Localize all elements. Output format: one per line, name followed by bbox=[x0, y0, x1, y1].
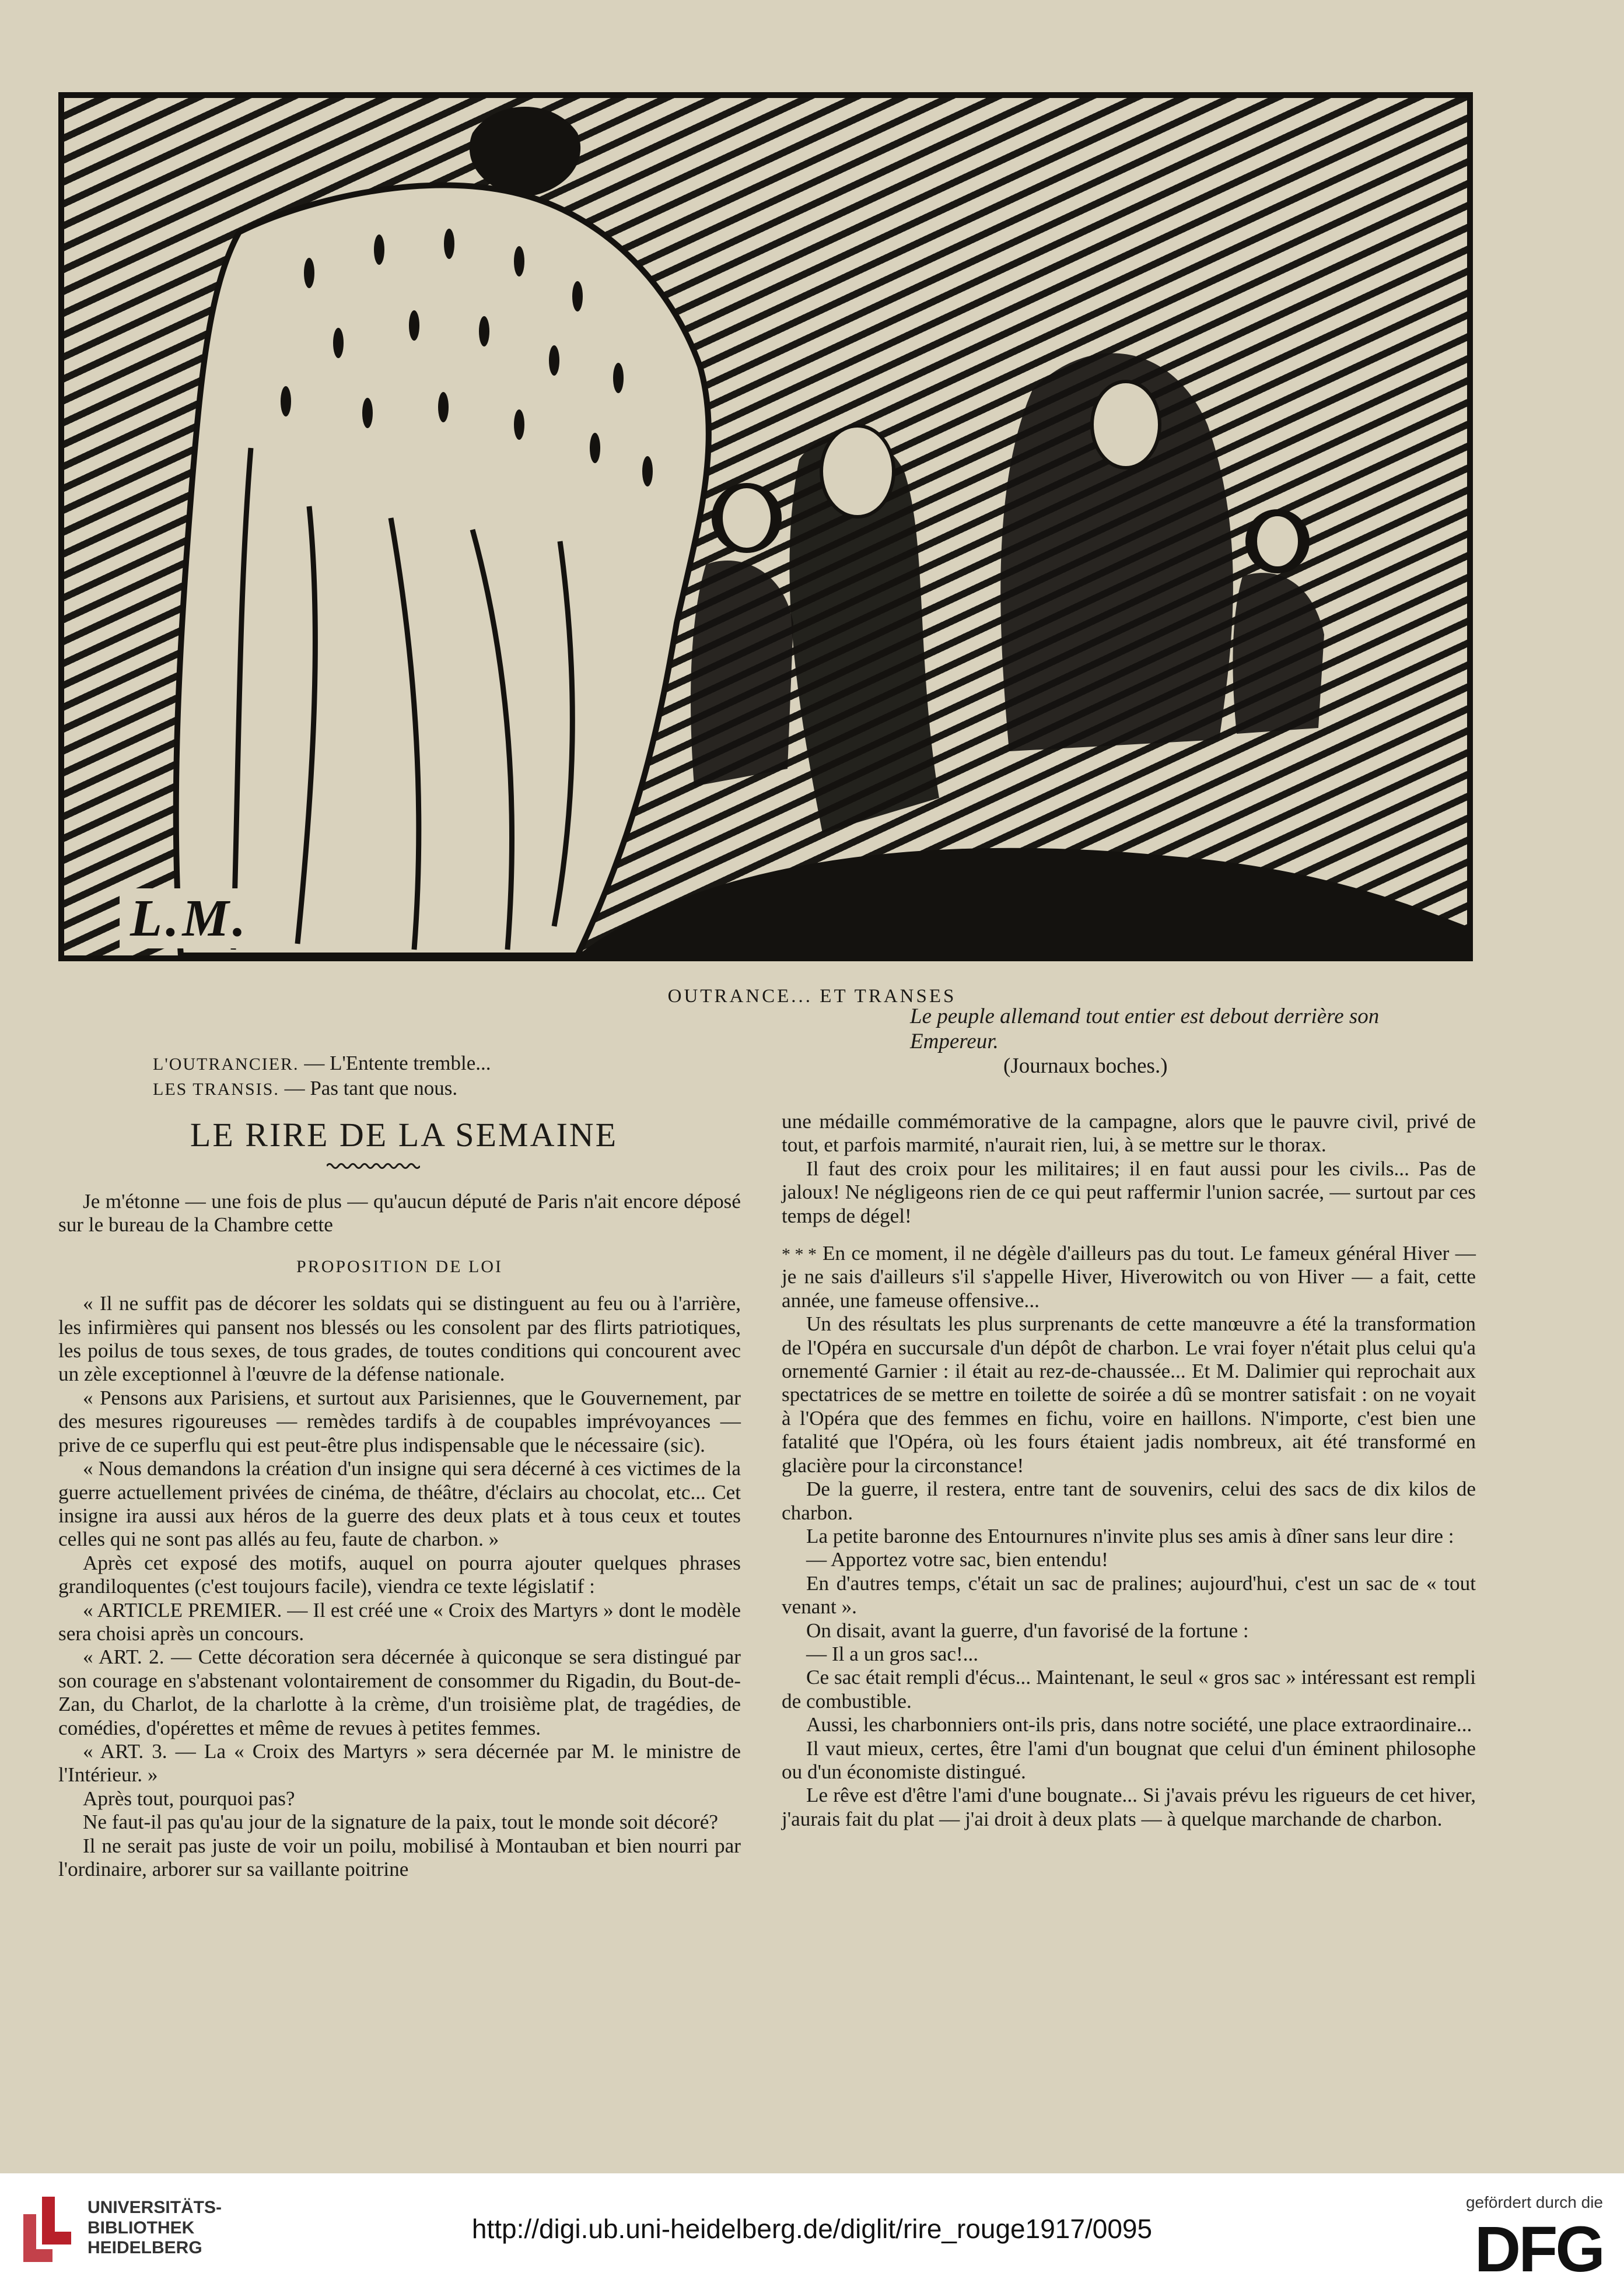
paragraph: Ce sac était rempli d'écus... Maintenant, le seul « gros sac » intéressant est rempli de combustible. bbox=[782, 1666, 1476, 1713]
paragraph: Il faut des croix pour les militaires; il en faut aussi pour les civils... Pas de jaloux! Ne négligeons rien de ce qui peut raffermir l'union sacrée, — surtout par ces temps de dégel! bbox=[782, 1157, 1476, 1227]
paragraph: Ne faut-il pas qu'au jour de la signature de la paix, tout le monde soit décoré? bbox=[83, 1811, 718, 1834]
paragraph: « Il ne suffit pas de décorer les soldats qui se distinguent au feu ou à l'arrière, les infirmières qui pansent nos blessés ou les consolent par des flirts patriotiques, les poilus de tous sexes, de tous grades, de toutes conditions qui concourent avec un zèle exceptionnel à l'œuvre de la défense nationale. bbox=[58, 1292, 741, 1386]
article-column-right bbox=[782, 1110, 1476, 1831]
dialog-speaker: L'OUTRANCIER. bbox=[153, 1055, 299, 1074]
paragraph: « ART. 3. — La « Croix des Martyrs » sera décernée par M. le ministre de l'Intérieur. » bbox=[58, 1739, 741, 1787]
article-column-left bbox=[58, 1190, 741, 1881]
section-stars: * * * bbox=[782, 1245, 817, 1265]
dialog-speaker: LES TRANSIS. bbox=[153, 1079, 279, 1099]
dialog-text: — Pas tant que nous. bbox=[279, 1076, 458, 1100]
paragraph-text: En ce moment, il ne dégèle d'ailleurs pas du tout. Le fameux général Hiver — je ne sais d'ailleurs s'il s'appelle Hiver, Hiverowitch ou von Hiver — a fait, cette année, une fameuse offensive... bbox=[782, 1242, 1476, 1312]
paragraph: une médaille commémorative de la campagne, alors que le pauvre civil, privé de tout, et parfois marmité, n'aurait rien, lui, à se mettre sur le thorax. bbox=[782, 1110, 1476, 1157]
cartoon-drawing bbox=[64, 98, 1467, 955]
paragraph: Il vaut mieux, certes, être l'ami d'un bougnat que celui d'un éminent philosophe ou d'un économiste distingué. bbox=[782, 1736, 1476, 1783]
paragraph: On disait, avant la guerre, d'un favorisé de la fortune : bbox=[806, 1619, 1249, 1642]
paragraph: « Pensons aux Parisiens, et surtout aux Parisiennes, que le Gouvernement, par des mesures rigoureuses — remèdes tardifs à de coupables imprévoyances — prive de ce superflu qui est peut-être plus indispensable que le nécessaire (sic). bbox=[58, 1386, 741, 1456]
paragraph: — Il a un gros sac!... bbox=[806, 1642, 979, 1665]
dialog-line bbox=[153, 1051, 491, 1076]
headline-ornament bbox=[327, 1162, 420, 1170]
paragraph: Je m'étonne — une fois de plus — qu'aucun député de Paris n'ait encore déposé sur le bureau de la Chambre cette bbox=[58, 1190, 741, 1237]
paragraph: « ART. 2. — Cette décoration sera décernée à quiconque se sera distingué par son courage en s'abstenant volontairement de consommer du Rigadin, du Bout-de-Zan, du Charlot, de la charlotte à la crème, d'un troisième plat, de tragédies, de comédies, d'opérettes et même de revues à petites femmes. bbox=[58, 1645, 741, 1739]
section-heading: PROPOSITION DE LOI bbox=[296, 1256, 503, 1276]
paragraph: « Nous demandons la création d'un insigne qui sera décerné à ces victimes de la guerre actuellement privées de cinéma, de théâtre, d'éclairs au chocolat, etc... Cet insigne ira aussi aux héros de la guerre des deux plats et à tous ceux et toutes celles qui ne sont pas allés au feu, faute de charbon. » bbox=[58, 1457, 741, 1551]
paragraph: Aussi, les charbonniers ont-ils pris, dans notre société, une place extraordinaire... bbox=[806, 1713, 1472, 1736]
cartoon-quote bbox=[910, 1004, 1435, 1079]
quote-source: (Journaux boches.) bbox=[1003, 1054, 1168, 1079]
paragraph: « ARTICLE PREMIER. — Il est créé une « Croix des Martyrs » dont le modèle sera choisi après un concours. bbox=[58, 1598, 741, 1645]
permalink-url[interactable]: http://digi.ub.uni-heidelberg.de/diglit/rire_rouge1917/0095 bbox=[471, 2214, 1153, 2244]
paragraph: Le rêve est d'être l'ami d'une bougnate... Si j'avais prévu les rigueurs de cet hiver, j'aurais fait du plat — j'ai droit à deux plats — à quelque marchande de charbon. bbox=[782, 1784, 1476, 1830]
cartoon-dialog bbox=[153, 1051, 491, 1101]
cartoon-illustration bbox=[58, 92, 1473, 961]
cartoon-caption-title: OUTRANCE... ET TRANSES bbox=[667, 986, 957, 1007]
paragraph: Après cet exposé des motifs, auquel on pourra ajouter quelques phrases grandiloquentes (c'est toujours facile), viendra ce texte législatif : bbox=[58, 1551, 741, 1598]
quote-text: Le peuple allemand tout entier est debout derrière son Empereur. bbox=[910, 1004, 1380, 1053]
artist-signature: L.M. bbox=[120, 888, 260, 948]
paragraph: La petite baronne des Entournures n'invite plus ses amis à dîner sans leur dire : bbox=[806, 1524, 1454, 1547]
paragraph bbox=[782, 1242, 1476, 1312]
funding-label: gefördert durch die bbox=[1465, 2193, 1603, 2211]
digitization-footer bbox=[0, 2173, 1624, 2290]
dialog-line bbox=[153, 1076, 491, 1101]
article-headline: LE RIRE DE LA SEMAINE bbox=[190, 1116, 618, 1154]
dfg-logo: DFG bbox=[1474, 2214, 1603, 2285]
paragraph: — Apportez votre sac, bien entendu! bbox=[806, 1548, 1108, 1571]
paragraph: Un des résultats les plus surprenants de cette manœuvre a été la transformation de l'Opéra en succursale d'un dépôt de charbon. Le vrai foyer n'était plus celui qu'a ornementé Garnier : il était au rez-de-chaussée... Et M. Dalimier qui reprochait aux spectatrices de se mettre en toilette de soirée a dû se montrer satisfait : on ne voyait à l'Opéra que des femmes en fichu, voire en haillons. N'importe, c'est bien une fatalité que l'Opéra, où les fours étaient jadis nombreux, ait été transformé en glacière pour la circonstance! bbox=[782, 1312, 1476, 1477]
library-name-line: HEIDELBERG bbox=[88, 2238, 202, 2257]
library-name-line: UNIVERSITÄTS- bbox=[88, 2198, 222, 2217]
dialog-text: — L'Entente tremble... bbox=[299, 1052, 491, 1074]
library-name-line: BIBLIOTHEK bbox=[88, 2218, 195, 2238]
paragraph: En d'autres temps, c'était un sac de pralines; aujourd'hui, c'est un sac de « tout venant ». bbox=[782, 1571, 1476, 1619]
paragraph: Il ne serait pas juste de voir un poilu, mobilisé à Montauban et bien nourri par l'ordinaire, arborer sur sa vaillante poitrine bbox=[58, 1834, 741, 1881]
paragraph: Après tout, pourquoi pas? bbox=[83, 1787, 295, 1810]
paragraph: De la guerre, il restera, entre tant de souvenirs, celui des sacs de dix kilos de charbon. bbox=[782, 1477, 1476, 1524]
